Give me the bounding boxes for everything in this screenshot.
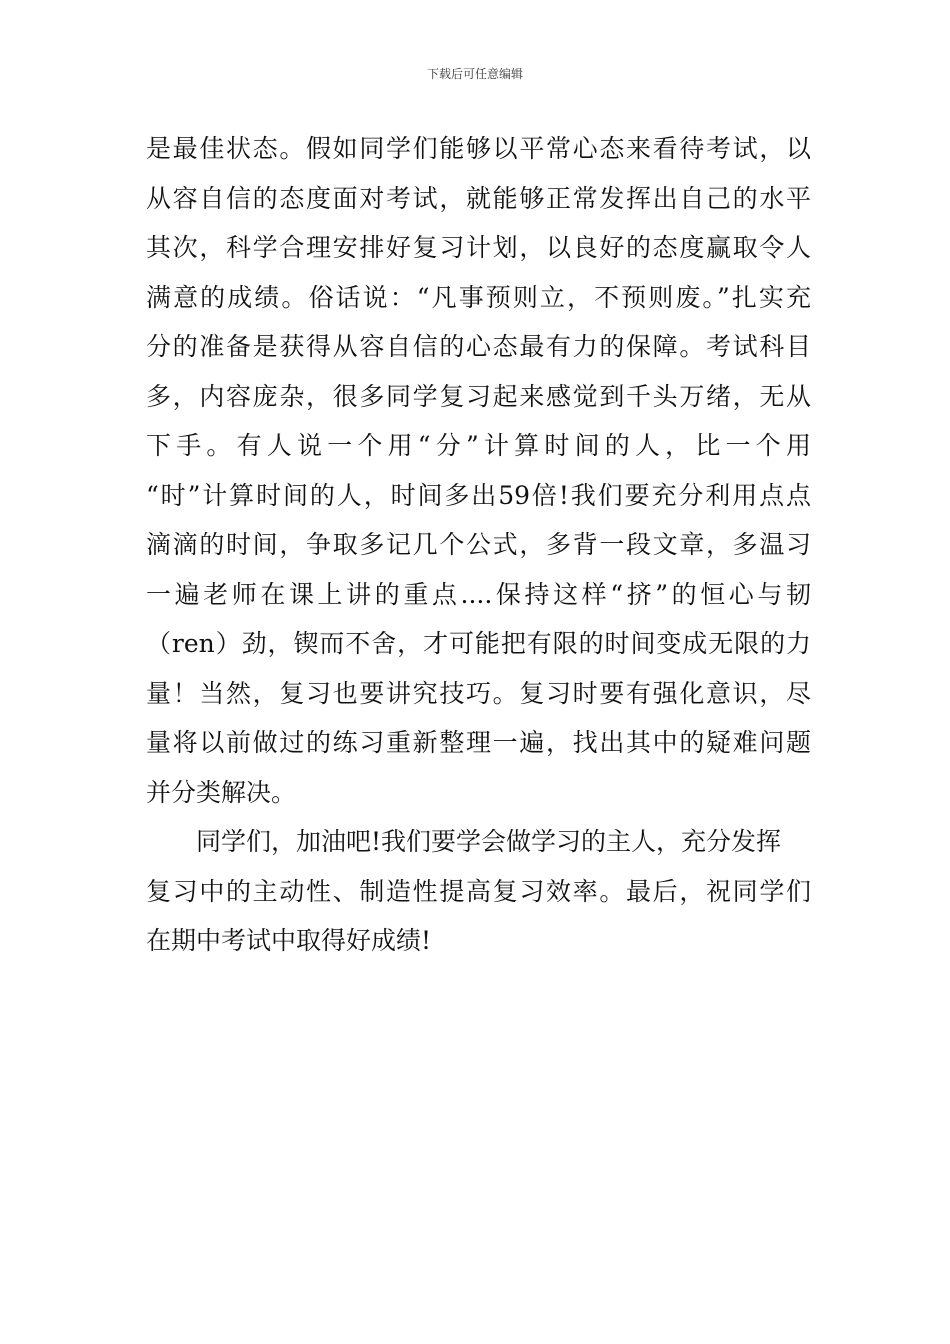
text-line: 分的准备是获得从容自信的心态最有力的保障。考试科目 (146, 332, 811, 361)
text-line: 并分类解决。 (146, 777, 297, 807)
text-line: 其次，科学合理安排好复习计划，以良好的态度赢取令人 (146, 233, 811, 262)
text-line: 在期中考试中取得好成绩! (146, 926, 432, 955)
text-line: （ren）劲，锲而不舍，才可能把有限的时间变成无限的力 (146, 629, 811, 658)
text-line: 同学们，加油吧!我们要学会做学习的主人，充分发挥 (196, 827, 782, 856)
paragraph-1 (146, 124, 811, 817)
text-line: 复习中的主动性、制造性提高复习效率。最后，祝同学们 (146, 876, 811, 906)
text-line: 滴滴的时间，争取多记几个公式，多背一段文章，多温习 (146, 530, 811, 559)
text-line: 是最佳状态。假如同学们能够以平常心态来看待考试，以 (146, 134, 811, 163)
text-line: 量！当然，复习也要讲究技巧。复习时要有强化意识，尽 (146, 678, 811, 708)
text-line: 从容自信的态度面对考试，就能够正常发挥出自己的水平 (146, 183, 811, 213)
text-line: 一遍老师在课上讲的重点....保持这样“挤”的恒心与韧 (146, 579, 811, 609)
text-line: 满意的成绩。俗话说：“凡事预则立，不预则废。”扎实充 (146, 282, 811, 312)
text-line: “时”计算时间的人，时间多出59倍!我们要充分利用点点 (146, 480, 811, 510)
text-line: 量将以前做过的练习重新整理一遍，找出其中的疑难问题 (146, 728, 811, 757)
paragraph-2 (146, 817, 811, 966)
document-body (146, 124, 811, 966)
text-line: 下手。有人说一个用“分”计算时间的人，比一个用 (146, 431, 811, 460)
page-header: 下载后可任意编辑 (426, 67, 523, 81)
text-line: 多，内容庞杂，很多同学复习起来感觉到千头万绪，无从 (146, 381, 811, 411)
